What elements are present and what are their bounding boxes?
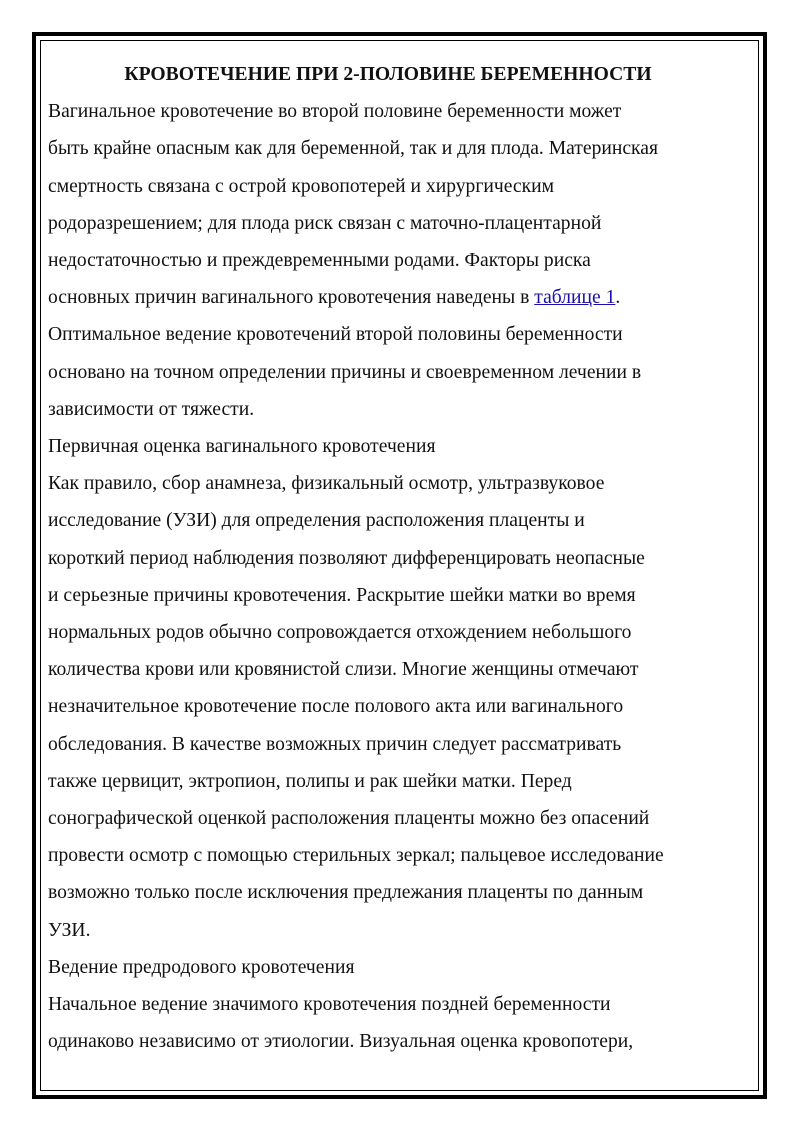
paragraph-line: количества крови или кровянистой слизи. Многие женщины отмечают [48, 659, 639, 681]
document-body [48, 56, 738, 1060]
paragraph-line: незначительное кровотечение после полового акта или вагинального [48, 696, 624, 718]
paragraph-line: одинаково независимо от этиологии. Визуальная оценка кровопотери, [48, 1031, 634, 1053]
paragraph-line: и серьезные причины кровотечения. Раскрытие шейки матки во время [48, 584, 636, 606]
paragraph-line: смертность связана с острой кровопотерей и хирургическим [48, 175, 554, 197]
paragraph-line: обследования. В качестве возможных причин следует рассматривать [48, 733, 622, 755]
paragraph-line: зависимости от тяжести. [48, 398, 255, 420]
section-heading-antepartum-management: Ведение предродового кровотечения [48, 956, 355, 978]
paragraph-line: УЗИ. [48, 919, 91, 941]
table-1-link[interactable]: таблице 1 [534, 287, 616, 309]
paragraph-line: Оптимальное ведение кровотечений второй половины беременности [48, 324, 623, 346]
paragraph-line: Вагинальное кровотечение во второй половине беременности может [48, 101, 622, 123]
paragraph-line: исследование (УЗИ) для определения расположения плаценты и [48, 510, 585, 532]
paragraph-line: также цервицит, эктропион, полипы и рак шейки матки. Перед [48, 770, 572, 792]
link-line-suffix: . [615, 287, 621, 309]
paragraph-line: короткий период наблюдения позволяют дифференцировать неопасные [48, 547, 645, 569]
paragraph-line: сонографической оценкой расположения плаценты можно без опасений [48, 808, 650, 830]
paragraph-line: Начальное ведение значимого кровотечения поздней беременности [48, 994, 611, 1016]
paragraph-line: Как правило, сбор анамнеза, физикальный осмотр, ультразвуковое [48, 473, 605, 495]
paragraph-line: родоразрешением; для плода риск связан с маточно-плацентарной [48, 212, 602, 234]
paragraph-line-with-link [48, 279, 738, 316]
paragraph-line: возможно только после исключения предлежания плаценты по данным [48, 882, 644, 904]
paragraph-line: основано на точном определении причины и своевременном лечении в [48, 361, 642, 383]
document-title: КРОВОТЕЧЕНИЕ ПРИ 2-ПОЛОВИНЕ БЕРЕМЕННОСТИ [124, 64, 652, 85]
paragraph-line: провести осмотр с помощью стерильных зеркал; пальцевое исследование [48, 845, 664, 867]
link-line-prefix: основных причин вагинального кровотечения наведены в [48, 287, 535, 309]
section-heading-primary-assessment: Первичная оценка вагинального кровотечения [48, 436, 436, 458]
paragraph-line: нормальных родов обычно сопровождается отхождением небольшого [48, 622, 632, 644]
paragraph-line: быть крайне опасным как для беременной, так и для плода. Материнская [48, 138, 658, 160]
paragraph-line: недостаточностью и преждевременными родами. Факторы риска [48, 250, 591, 272]
